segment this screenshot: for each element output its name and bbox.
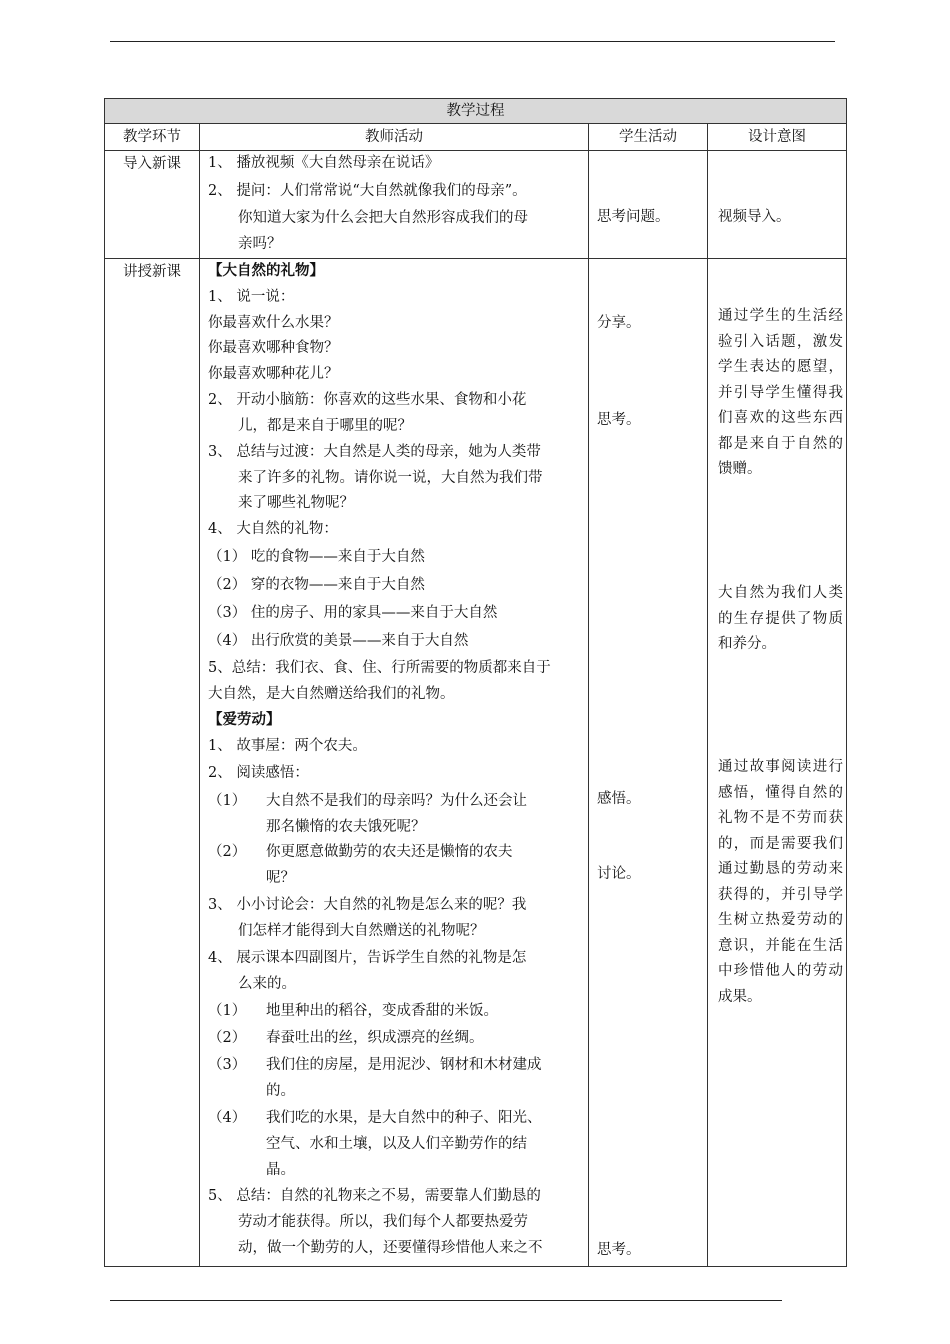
teacher-line: 春蚕吐出的丝，织成漂亮的丝绸。 (266, 1030, 484, 1046)
student-activity: 思考问题。 (597, 209, 670, 225)
student-activity: 分享。 (597, 315, 641, 331)
list-marker: （2） (208, 844, 247, 860)
teacher-line: 空气、水和土壤，以及人们辛勤劳作的结 (266, 1136, 527, 1152)
list-marker: （3） (208, 1057, 247, 1073)
teacher-line: 儿，都是来自于哪里的呢？ (238, 418, 412, 434)
teacher-line: 劳动才能获得。所以，我们每个人都要热爱劳 (238, 1214, 528, 1230)
teacher-line: （1） 吃的食物——来自于大自然 (208, 549, 425, 565)
design-intent-cell (708, 259, 847, 1267)
stage-cell: 讲授新课 (105, 259, 200, 1267)
list-marker: （1） (208, 793, 247, 809)
footer-rule (110, 1300, 782, 1301)
teacher-line: 你最喜欢哪种食物？ (208, 340, 339, 356)
teacher-line: 你知道大家为什么会把大自然形容成我们的母 (238, 210, 528, 226)
teacher-line: 3、 小小讨论会：大自然的礼物是怎么来的呢？我 (208, 897, 527, 913)
table-row (105, 259, 847, 1267)
header-student: 学生活动 (589, 124, 708, 151)
teacher-line: 你最喜欢什么水果？ (208, 315, 339, 331)
teacher-line: 动，做一个勤劳的人，还要懂得珍惜他人来之不 (238, 1240, 543, 1256)
teacher-line: 1、 故事屋：两个农夫。 (208, 738, 367, 754)
design-intent: 通过故事阅读进行感悟，懂得自然的礼物不是不劳而获的，而是需要我们通过勤恳的劳动来获得的，并引导学生树立热爱劳动的意识，并能在生活中珍惜他人的劳动成果。 (718, 759, 843, 1005)
teacher-line: 2、 开动小脑筋：你喜欢的这些水果、食物和小花 (208, 392, 527, 408)
student-activity-cell (589, 259, 708, 1267)
teacher-line: 的。 (266, 1083, 295, 1099)
teacher-line: 4、 展示课本四副图片，告诉学生自然的礼物是怎 (208, 950, 527, 966)
teacher-line: 2、 阅读感悟： (208, 765, 309, 781)
teacher-line: 我们吃的水果，是大自然中的种子、阳光、 (266, 1110, 542, 1126)
teacher-line: 来了哪些礼物呢？ (238, 495, 354, 511)
student-activity: 思考。 (597, 412, 641, 428)
lesson-table (104, 98, 847, 1267)
teacher-line: 大自然，是大自然赠送给我们的礼物。 (208, 686, 455, 702)
header-design: 设计意图 (708, 124, 847, 151)
section-heading: 【爱劳动】 (208, 712, 281, 728)
teacher-line: 们怎样才能得到大自然赠送的礼物呢？ (238, 923, 485, 939)
teacher-line: 5、 总结：自然的礼物来之不易，需要靠人们勤恳的 (208, 1188, 541, 1204)
teacher-line: （4） 出行欣赏的美景——来自于大自然 (208, 633, 469, 649)
teacher-line: 4、 大自然的礼物： (208, 521, 338, 537)
design-intent: 通过学生的生活经验引入话题，激发学生表达的愿望，并引导学生懂得我们喜欢的这些东西都是来自于自然的馈赠。 (718, 308, 843, 477)
teacher-line: 来了许多的礼物。请你说一说，大自然为我们带 (238, 470, 543, 486)
design-intent-cell (708, 151, 847, 259)
student-activity: 讨论。 (597, 866, 641, 882)
teacher-line: （3） 住的房子、用的家具——来自于大自然 (208, 605, 498, 621)
teacher-line: 5、总结：我们衣、食、住、行所需要的物质都来自于 (208, 660, 551, 676)
teacher-line: 亲吗？ (238, 236, 282, 252)
teacher-line: 我们住的房屋，是用泥沙、钢材和木材建成 (266, 1057, 542, 1073)
teacher-line: 2、 提问：人们常常说“大自然就像我们的母亲”。 (208, 183, 527, 199)
stage-cell: 导入新课 (105, 151, 200, 259)
teacher-line: 3、 总结与过渡：大自然是人类的母亲，她为人类带 (208, 444, 541, 460)
teacher-line: 1、 播放视频《大自然母亲在说话》 (208, 155, 440, 171)
teacher-line: 1、 说一说： (208, 289, 295, 305)
list-marker: （4） (208, 1110, 247, 1126)
list-marker: （1） (208, 1003, 247, 1019)
teacher-line: 你更愿意做勤劳的农夫还是懒惰的农夫 (266, 844, 513, 860)
teacher-line: （2） 穿的衣物——来自于大自然 (208, 577, 425, 593)
header-teacher: 教师活动 (200, 124, 589, 151)
design-intent: 视频导入。 (718, 209, 791, 225)
teacher-line: 晶。 (266, 1162, 295, 1178)
design-intent: 大自然为我们人类的生存提供了物质和养分。 (718, 585, 843, 652)
header-rule (110, 41, 835, 42)
table-title-row (105, 99, 847, 124)
teacher-activity-cell (200, 151, 589, 259)
table-title: 教学过程 (105, 99, 847, 124)
teacher-line: 大自然不是我们的母亲吗？为什么还会让 (266, 793, 527, 809)
list-marker: （2） (208, 1030, 247, 1046)
section-heading: 【大自然的礼物】 (208, 263, 324, 279)
teacher-line: 呢？ (266, 870, 295, 886)
teacher-line: 么来的。 (238, 976, 296, 992)
table-header-row (105, 124, 847, 151)
student-activity: 感悟。 (597, 791, 641, 807)
teacher-activity-cell (200, 259, 589, 1267)
header-stage: 教学环节 (105, 124, 200, 151)
teacher-line: 那名懒惰的农夫饿死呢？ (266, 819, 426, 835)
student-activity: 思考。 (597, 1242, 641, 1258)
teacher-line: 地里种出的稻谷，变成香甜的米饭。 (266, 1003, 498, 1019)
table-row (105, 151, 847, 259)
teacher-line: 你最喜欢哪种花儿？ (208, 366, 339, 382)
student-activity-cell (589, 151, 708, 259)
